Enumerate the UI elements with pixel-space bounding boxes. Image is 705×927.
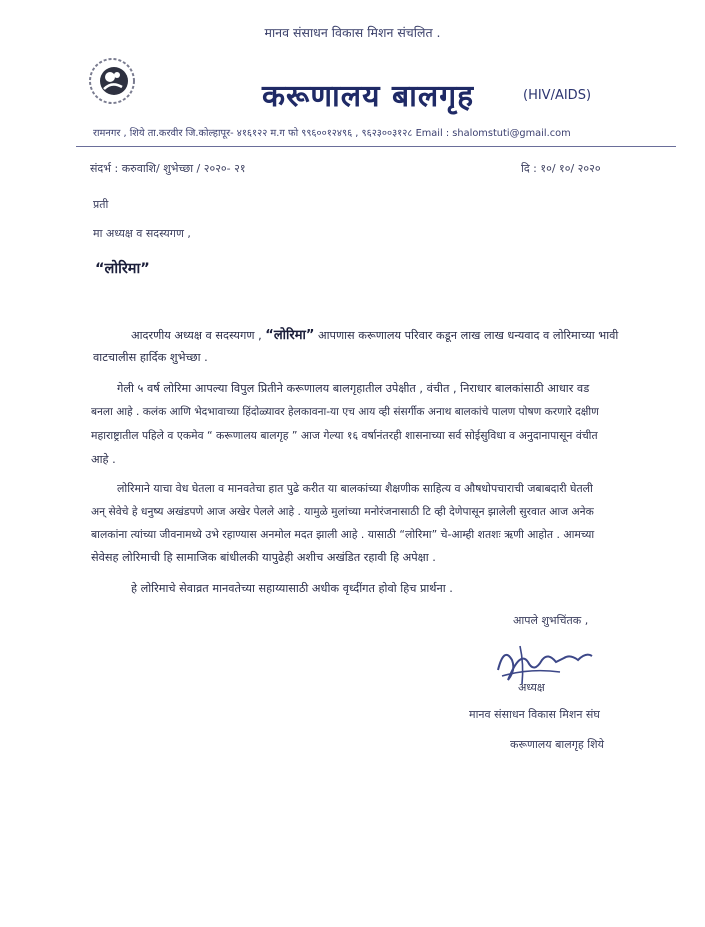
- paragraph-2-line-4: आहे .: [91, 453, 116, 466]
- paragraph-2-line-1: गेली ५ वर्ष लोरिमा आपल्या विपुल प्रितीने करूणालय बालगृहातील उपेक्षीत , वंचीत , निराधार बालकांसाठी आधार वड: [117, 382, 590, 395]
- paragraph-1-line-2: वाटचालीस हार्दिक शुभेच्छा .: [93, 351, 208, 364]
- paragraph-3-line-2: अन् सेवेचे हे धनुष्य अखंडपणे आज अखेर पेलले आहे . यामुळे मुलांच्या मनोरंजनासाठी टि व्ही देणेपासून झालेली सुरवात आज अनेक: [91, 505, 594, 518]
- paragraph-1-line-1: [131, 325, 618, 343]
- page-title: करूणालय बालगृह: [262, 79, 475, 114]
- paragraph-3-line-1: लोरिमाने याचा वेध घेतला व मानवतेचा हात पुढे करीत या बालकांच्या शैक्षणीक साहित्य व औषधोपचाराची जबाबदारी घेतली: [117, 482, 593, 495]
- paragraph-2-line-3: महाराष्ट्रातील पहिले व एकमेव “ करूणालय बालगृह ” आज गेल्या १६ वर्षानंतरही शासनाच्या सर्व सोईसुविधा व अनुदानापासून वंचीत: [91, 429, 598, 442]
- closing-organization-2: करूणालय बालगृह शिये: [510, 738, 604, 751]
- page-subtitle: (HIV/AIDS): [523, 88, 592, 103]
- organization-line: मानव संसाधन विकास मिशन संचलित .: [264, 25, 441, 40]
- address-line: रामनगर , शिये ता.करवीर जि.कोल्हापूर- ४१६१२२ म.ग फो ९९६००१२४९६ , ९६२३००३१२८ Email : shalomstuti@gmail.com: [93, 128, 571, 139]
- recipient-addressee: मा अध्यक्ष व सदस्यगण ,: [93, 227, 191, 240]
- subject-name: “लोरिमा”: [95, 261, 150, 277]
- closing-salutation: आपले शुभचिंतक ,: [513, 614, 589, 627]
- p1-name: “लोरिमा”: [265, 328, 315, 343]
- letter-date: दि : १०/ १०/ २०२०: [521, 162, 601, 175]
- p1-before: आदरणीय अध्यक्ष व सदस्यगण ,: [131, 329, 262, 342]
- p1-after: आपणास करूणालय परिवार कडून लाख लाख धन्यवाद व लोरिमाच्या भावी: [317, 329, 619, 342]
- organization-logo-icon: [86, 55, 138, 107]
- signature-role: अध्यक्ष: [518, 681, 545, 694]
- header-divider: [76, 146, 676, 147]
- signature-icon: [490, 640, 600, 688]
- paragraph-4: हे लोरिमाचे सेवाव्रत मानवतेच्या सहाय्यासाठी अधीक वृध्दींगत होवो हिच प्रार्थना .: [131, 582, 453, 595]
- reference-number: संदर्भ : करुवाशि/ शुभेच्छा / २०२०- २१: [90, 162, 246, 175]
- closing-organization-1: मानव संसाधन विकास मिशन संघ: [469, 708, 600, 721]
- paragraph-3-line-4: सेवेसह लोरिमाची हि सामाजिक बांधीलकी यापुढेही अशीच अखंडित रहावी हि अपेक्षा .: [91, 551, 436, 564]
- paragraph-3-line-3: बालकांना त्यांच्या जीवनामध्ये उभे रहाण्यास अनमोल मदत झाली आहे . यासाठी “लोरिमा” चे-आम्ही शतशः ऋणी आहोत . आमच्या: [91, 528, 595, 541]
- recipient-to: प्रती: [93, 198, 109, 211]
- paragraph-2-line-2: बनला आहे . कलंक आणि भेदभावाच्या हिंदोळ्यावर हेलकावना-या एच आय व्ही संसर्गीक अनाथ बालकांचे पालण पोषण करणारे दक्षीण: [91, 406, 599, 418]
